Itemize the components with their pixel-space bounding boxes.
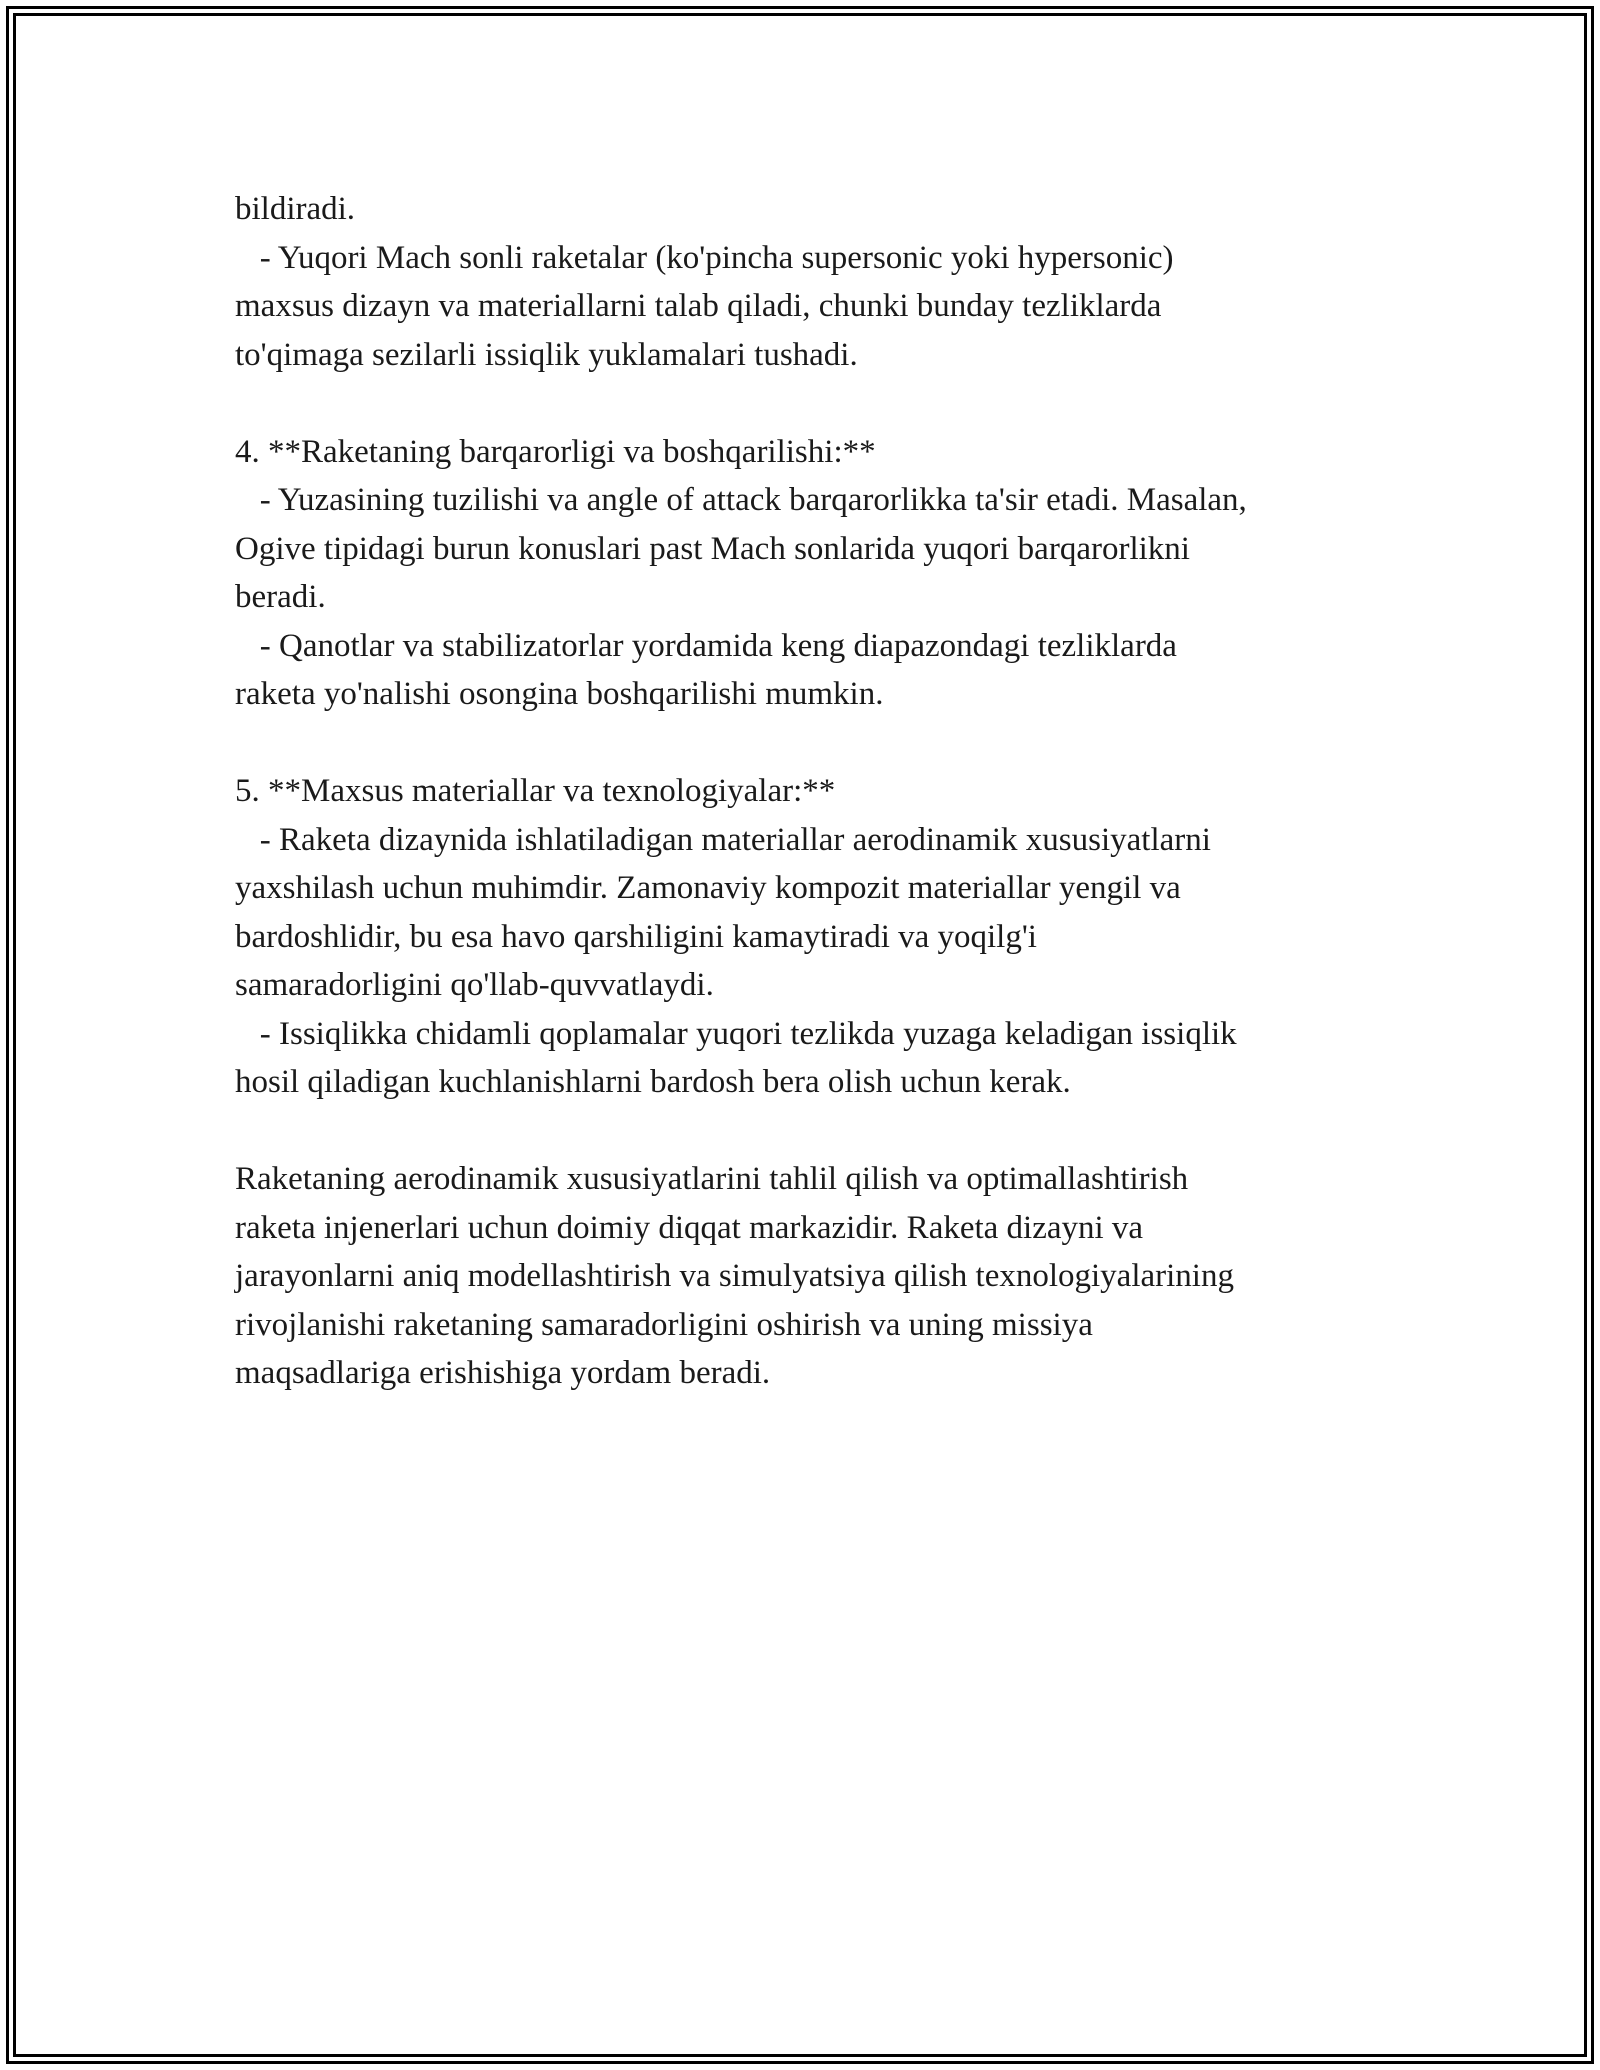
text-line: - Yuqori Mach sonli raketalar (ko'pincha supersonic yoki hypersonic) [235, 239, 1174, 276]
blank-line [235, 379, 1435, 428]
blank-line [235, 1107, 1435, 1156]
text-line: hosil qiladigan kuchlanishlarni bardosh bera olish uchun kerak. [235, 1064, 1071, 1100]
text-line: Ogive tipidagi burun konuslari past Mach sonlarida yuqori barqarorlikni [235, 530, 1190, 567]
conclusion-line: raketa injenerlari uchun doimiy diqqat markazidir. Raketa dizayni va [235, 1209, 1144, 1246]
conclusion-line: maqsadlariga erishishiga yordam beradi. [235, 1355, 771, 1391]
section-heading: 5. **Maxsus materiallar va texnologiyalar:** [235, 773, 836, 809]
conclusion-line: Raketaning aerodinamik xususiyatlarini tahlil qilish va optimallashtirish [235, 1161, 1189, 1197]
text-line: - Qanotlar va stabilizatorlar yordamida keng diapazondagi tezliklarda [235, 627, 1177, 664]
text-line: yaxshilash uchun muhimdir. Zamonaviy kompozit materiallar yengil va [235, 870, 1181, 906]
text-line: to'qimaga sezilarli issiqlik yuklamalari tushadi. [235, 336, 858, 373]
conclusion-line: rivojlanishi raketaning samaradorligini oshirish va uning missiya [235, 1306, 1093, 1343]
text-line: - Raketa dizaynida ishlatiladigan materiallar aerodinamik xususiyatlarni [235, 821, 1211, 858]
text-line: bardoshlidir, bu esa havo qarshiligini kamaytiradi va yoqilg'i [235, 918, 1037, 955]
text-line: raketa yo'nalishi osongina boshqarilishi mumkin. [235, 676, 884, 712]
text-line: bildiradi. [235, 191, 356, 227]
text-line: samaradorligini qo'llab-quvvatlaydi. [235, 967, 714, 1003]
text-line: - Yuzasining tuzilishi va angle of attack barqarorlikka ta'sir etadi. Masalan, [235, 482, 1247, 518]
text-line: beradi. [235, 579, 326, 615]
text-line: maxsus dizayn va materiallarni talab qiladi, chunki bunday tezliklarda [235, 288, 1162, 324]
conclusion-line: jarayonlarni aniq modellashtirish va simulyatsiya qilish texnologiyalarining [235, 1258, 1234, 1294]
blank-line [235, 719, 1435, 768]
document-body [235, 185, 1435, 1398]
section-heading: 4. **Raketaning barqarorligi va boshqarilishi:** [235, 433, 876, 470]
text-line: - Issiqlikka chidamli qoplamalar yuqori tezlikda yuzaga keladigan issiqlik [235, 1015, 1237, 1052]
